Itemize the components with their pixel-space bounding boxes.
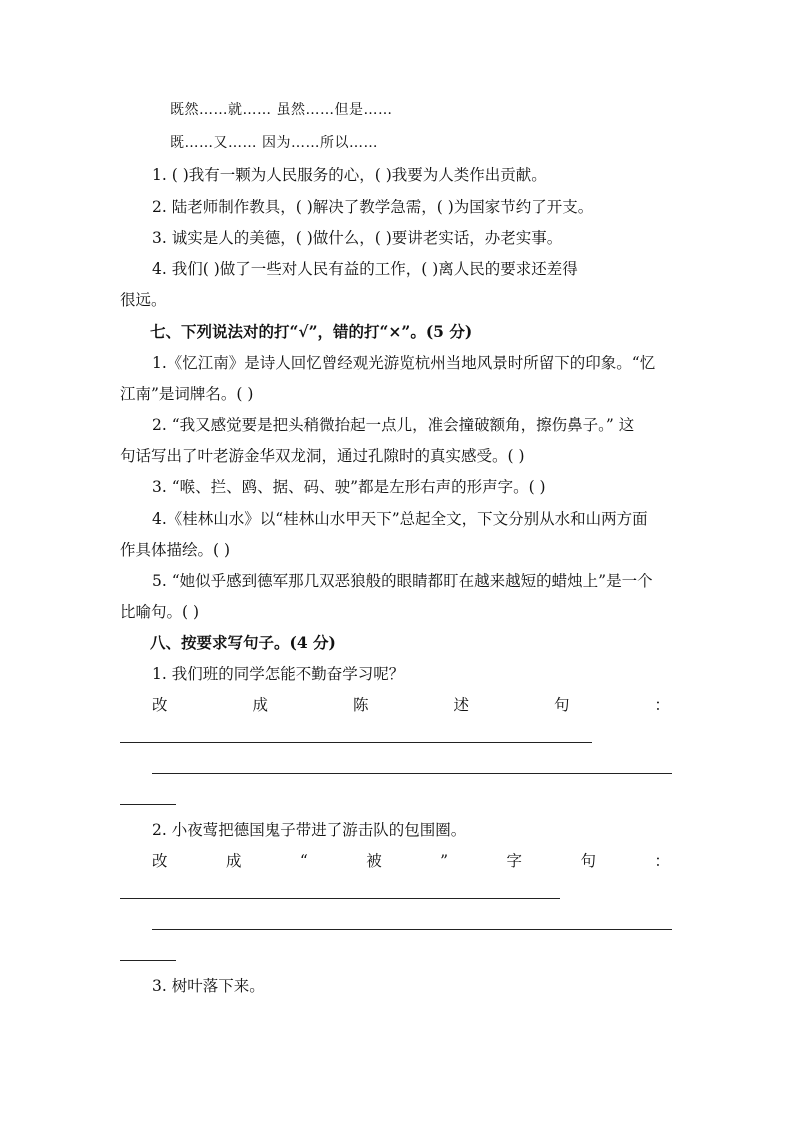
section7-line: 3. “喉、拦、鸥、据、码、驶”都是左形右声的形声字。( ) <box>152 478 546 496</box>
instruction-char: 被 <box>366 852 382 870</box>
instruction-char: 成 <box>252 696 268 714</box>
instruction-char: 改 <box>152 852 168 870</box>
instruction-char: 句 <box>553 696 570 714</box>
section8-q1-instruction <box>152 695 670 715</box>
section7-line: 江南”是词牌名。( ) <box>120 385 254 403</box>
answer-line[interactable] <box>120 960 176 961</box>
instruction-char: 句 <box>580 852 596 870</box>
section6-item-1: 1. ( )我有一颗为人民服务的心，( )我要为人类作出贡献。 <box>152 166 547 184</box>
answer-line[interactable] <box>120 804 176 805</box>
instruction-char: 成 <box>225 852 242 870</box>
answer-line[interactable] <box>120 898 560 899</box>
section8-heading: 八、按要求写句子。(4 分) <box>150 633 336 652</box>
section8-question-1: 1. 我们班的同学怎能不勤奋学习呢？ <box>152 665 405 683</box>
section8-question-3: 3. 树叶落下来。 <box>152 977 265 995</box>
instruction-char: “ <box>299 852 308 870</box>
answer-line[interactable] <box>152 773 672 774</box>
instruction-char: ” <box>440 852 449 870</box>
section7-line: 1.《忆江南》是诗人回忆曾经观光游览杭州当地风景时所留下的印象。“忆 <box>152 354 656 372</box>
section6-item-2: 2. 陆老师制作教具，( )解决了教学急需，( )为国家节约了开支。 <box>152 198 594 216</box>
section7-line: 作具体描绘。( ) <box>120 541 231 559</box>
section7-line: 比喻句。( ) <box>120 603 200 621</box>
section8-q2-instruction <box>152 851 670 871</box>
word-bank-row-1: 既然……就…… 虽然……但是…… <box>170 102 393 118</box>
instruction-char: 述 <box>453 696 469 714</box>
section7-line: 2. “我又感觉要是把头稍微抬起一点儿，准会撞破额角，擦伤鼻子。” 这 <box>152 416 635 434</box>
instruction-char: 字 <box>506 852 523 870</box>
section8-question-2: 2. 小夜莺把德国鬼子带进了游击队的包围圈。 <box>152 821 467 839</box>
instruction-char: 改 <box>152 696 168 714</box>
instruction-char: ： <box>654 852 670 870</box>
section7-line: 4.《桂林山水》以“桂林山水甲天下”总起全文，下文分别从水和山两方面 <box>152 510 648 528</box>
section6-item-3: 3. 诚实是人的美德，( )做什么，( )要讲老实话，办老实事。 <box>152 229 563 247</box>
instruction-char: ： <box>654 696 670 714</box>
section6-item-4-cont: 很远。 <box>120 291 167 309</box>
answer-line[interactable] <box>152 929 672 930</box>
answer-line[interactable] <box>120 742 592 743</box>
section7-line: 句话写出了叶老游金华双龙洞，通过孔隙时的真实感受。( ) <box>120 447 525 465</box>
section7-line: 5. “她似乎感到德军那几双恶狼般的眼睛都盯在越来越短的蜡烛上”是一个 <box>152 572 653 590</box>
word-bank-row-2: 既……又…… 因为……所以…… <box>170 135 378 151</box>
section7-heading: 七、下列说法对的打“√”，错的打“×”。(5 分) <box>150 322 473 341</box>
section6-item-4: 4. 我们( )做了一些对人民有益的工作，( )离人民的要求还差得 <box>152 260 578 278</box>
instruction-char: 陈 <box>352 696 369 714</box>
